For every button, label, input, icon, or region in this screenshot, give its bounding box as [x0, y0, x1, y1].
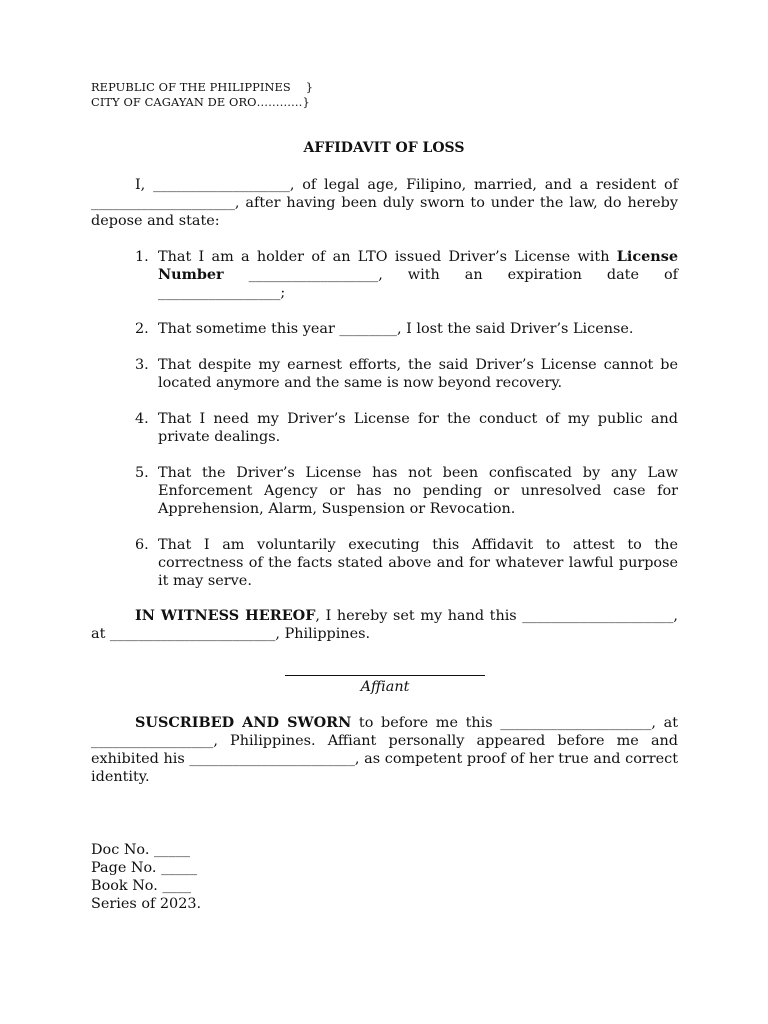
intro-text-1: , of legal age, Filipino, married, and a resident of	[289, 177, 678, 193]
signature-line	[285, 675, 485, 676]
item-bold-text: License Number	[158, 248, 678, 283]
witness-text: , I hereby set my hand this _____________________, at _______________________, Philippines.	[91, 608, 678, 642]
doc-number: Doc No. _____	[91, 842, 190, 858]
venue-caption	[91, 80, 313, 110]
item-text: That I need my Driver’s License for the conduct of my public and private dealings.	[158, 411, 678, 445]
item-text: That I am a holder of an LTO issued Driver’s License with	[158, 249, 617, 265]
jurat-heading: SUSCRIBED AND SWORN	[135, 714, 352, 731]
item-number: 2.	[135, 321, 149, 337]
list-item	[91, 320, 678, 338]
blank-residence: ____________________	[91, 195, 235, 211]
item-text: __________________, with an expiration date of _________________;	[158, 267, 678, 301]
statement-list	[91, 248, 678, 608]
item-text: That despite my earnest efforts, the said Driver’s License cannot be located anymore and the same is now beyond recovery.	[158, 357, 678, 391]
jurat-text: to before me this _____________________, at _________________, Philippines. Affiant personally appeared before me and exhibited his _______________________, as competent proof of her true and correct identity.	[91, 715, 678, 785]
intro-text-2: , after having been duly sworn to under the law, do hereby depose and state:	[91, 195, 678, 229]
document-title: AFFIDAVIT OF LOSS	[303, 140, 465, 156]
item-text: That the Driver’s License has not been confiscated by any Law Enforcement Agency or has no pending or unresolved case for Apprehension, Alarm, Suspension or Revocation.	[158, 465, 678, 517]
witness-paragraph	[91, 607, 678, 643]
jurat-paragraph	[91, 714, 678, 786]
venue-republic: REPUBLIC OF THE PHILIPPINES }	[91, 80, 314, 94]
series-year: Series of 2023.	[91, 896, 202, 912]
witness-heading: IN WITNESS HEREOF	[135, 607, 316, 624]
list-item	[91, 248, 678, 302]
blank-name: ___________________	[153, 177, 290, 193]
item-text: That I am voluntarily executing this Affidavit to attest to the correctness of the facts stated above and for whatever lawful purpose it may serve.	[158, 537, 678, 589]
intro-i: I,	[135, 177, 154, 193]
notarial-register	[91, 841, 201, 913]
item-number: 3.	[135, 357, 149, 373]
item-number: 1.	[135, 249, 149, 265]
page-number: Page No. _____	[91, 860, 198, 876]
venue-city: CITY OF CAGAYAN DE ORO…………}	[91, 95, 310, 109]
item-number: 4.	[135, 411, 149, 427]
affiant-label: Affiant	[360, 679, 410, 695]
book-number: Book No. ____	[91, 878, 192, 894]
item-text: That sometime this year ________, I lost the said Driver’s License.	[158, 321, 634, 337]
item-number: 5.	[135, 465, 149, 481]
list-item	[91, 536, 678, 590]
list-item	[91, 464, 678, 518]
list-item	[91, 356, 678, 392]
intro-paragraph	[91, 176, 678, 230]
list-item	[91, 410, 678, 446]
item-number: 6.	[135, 537, 149, 553]
